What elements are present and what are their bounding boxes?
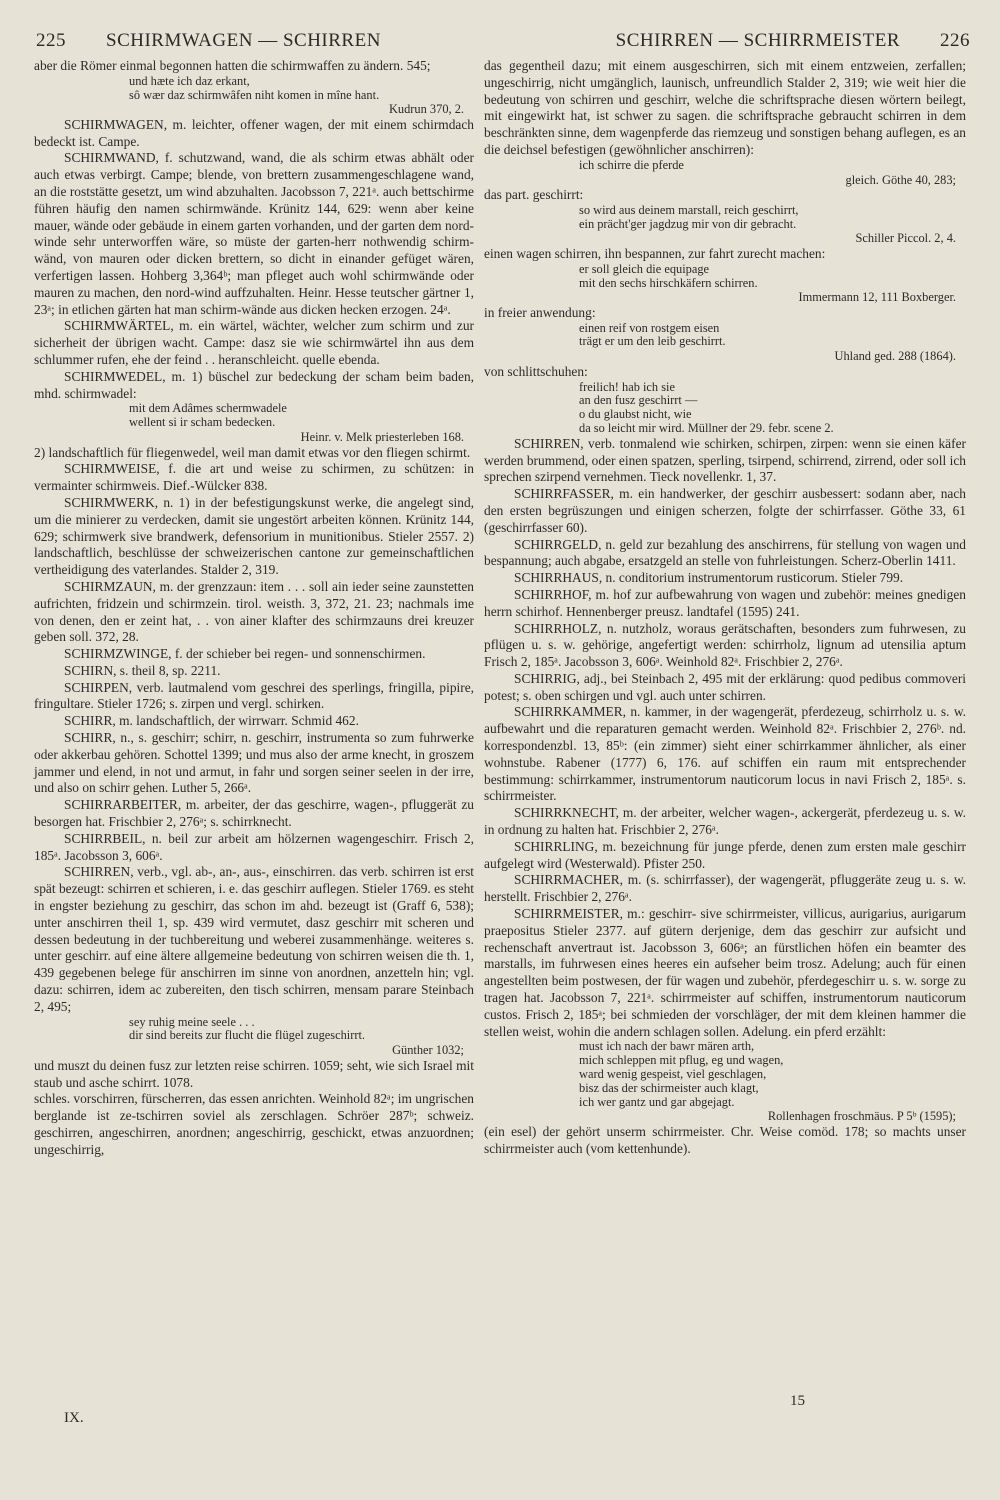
dictionary-entry: SCHIRRHAUS, n. conditorium instrumentorum rusticorum. Stieler 799. [514,570,904,586]
quotation-line: mit dem Adâmes schermwadele [129,401,287,416]
dictionary-entry: SCHIRRARBEITER, m. arbeiter, der das geschirre, wagen-, pfluggerät zu besorgen hat. Frischbier 2, 276ᵃ; s. schirrknecht. [34,797,474,830]
dictionary-entry: SCHIRMZWINGE, f. der schieber bei regen- und sonnenschirmen. [64,646,426,662]
quotation-line: ich schirre die pferde [579,157,684,172]
quotation-line: da so leicht mir wird. Müllner der 29. febr. scene 2. [579,420,834,435]
dictionary-entry: SCHIRPEN, verb. lautmalend vom geschrei des sperlings, fringilla, pipire, fringultare. Stieler 1726; s. zirpen und vergl. schirken. [34,679,474,712]
dictionary-entry: SCHIRN, s. theil 8, sp. 2211. [64,662,221,678]
quotation-line: ward wenig gespeist, viel geschlagen, [579,1067,767,1082]
citation: gleich. Göthe 40, 283; [845,172,956,187]
quotation-line: sô wær daz schirmwâfen niht komen in mîne hant. [129,87,380,102]
quotation-line: trägt er um den leib geschirrt. [579,334,726,349]
dictionary-entry: SCHIRMWEDEL, m. 1) büschel zur bedeckung der scham beim baden, mhd. schirmwadel: [34,368,474,401]
quotation-line: sey ruhig meine seele . . . [129,1014,255,1029]
dictionary-entry: SCHIRR, n., s. geschirr; schirr, n. geschirr, instrumenta so zum fuhrwerke oder akkerbau gehören. Schottel 1399; und mus also der arme knecht, in groszem jammer und elend, in not und armut, in fahr und sorgen seiner seelen in der irre, und also on schirr gehen. Luther 5, 266ᵃ. [34,730,474,796]
citation: Uhland ged. 288 (1864). [834,349,956,364]
dictionary-entry: SCHIRRIG, adj., bei Steinbach 2, 495 mit der erklärung: quod pedibus commoveri potest; s. oben schirgen und vgl. auch unter schirren. [484,670,966,703]
dictionary-entry: SCHIRRMACHER, m. (s. schirrfasser), der wagengerät, pfluggeräte zeug u. s. w. herstellt. Frischbier 2, 276ᵃ. [484,872,966,905]
right-running-title: SCHIRREN — SCHIRRMEISTER [615,30,900,51]
quotation-line: ein prächt'ger jagdzug mir von dir gebracht. [579,216,797,231]
dictionary-entry: SCHIRMZAUN, m. der grenzzaun: item . . . soll ain ieder seine zaunstetten aufrichten, fridzein und schirmzein. tirol. weisth. 3, 372, 21. 23; nachmals ime von denen, den er zeint hat, . . von ainer klafter des schirmzauns drei kreuzer geben soll. 372, 28. [34,578,474,645]
dictionary-entry: SCHIRMWEISE, f. die art und weise zu schirmen, zu schützen: in vermainter schirmweis. Dief.-Wülcker 838. [34,461,474,494]
dictionary-entry: SCHIRMWÄRTEL, m. ein wärtel, wächter, welcher zum schirm und zur sicherheit der übrigen wacht. Campe: dasz sie wie schirmwärtel ihn aus dem schlummer rufen, ehe der feind . . heranschleicht. quelle ebenda. [34,318,474,368]
quotation-line: einen reif von rostgem eisen [579,320,720,335]
quotation-line: mich schleppen mit pflug, eg und wagen, [579,1053,784,1068]
text-paragraph: das gegentheil dazu; mit einem ausgeschirren, sich mit einem entzweien, zerfallen; ungeschirrig, nicht umgänglich, launisch, unfreundlich Stalder 2, 319; wie weit hier die bedeutung von schirren und geschirr, welche die schriftsprache diesen wörtern beilegt, mit eingewirkt hat, ist schwer zu sagen. die schriftsprache gebraucht schirren in dem beschränkten sinne, dem wagenpferde das riemzeug und sonstigen behang auflegen, es an die deichsel befestigen (gewöhnlicher anschirren): [484,58,966,157]
citation: Immermann 12, 111 Boxberger. [798,290,956,305]
left-running-title: SCHIRMWAGEN — SCHIRREN [106,30,381,51]
quotation-line: freilich! hab ich sie [579,379,675,394]
citation: Kudrun 370, 2. [388,102,464,117]
quotation-line: dir sind bereits zur flucht die flügel zugeschirrt. [129,1028,366,1043]
dictionary-entry: SCHIRRHOF, m. hof zur aufbewahrung von wagen und zubehör: meines gnedigen herrn schirhof. Hennenberger preusz. landtafel (1595) 241. [484,586,966,619]
citation: Günther 1032; [392,1043,464,1058]
quotation-line: an den fusz geschirrt — [579,393,698,408]
text-paragraph: und muszt du deinen fusz zur letzten reise schirren. 1059; seht, wie sich Israel mit staub und asche schirrt. 1078. [34,1057,474,1090]
quotation-line: must ich nach der bawr mären arth, [579,1039,755,1054]
quotation-line: o du glaubst nicht, wie [579,407,692,422]
text-paragraph: von schlittschuhen: [484,363,588,379]
dictionary-entry: SCHIRRMEISTER, m.: geschirr- sive schirrmeister, villicus, aurigarius, aurigarum praepositus Stieler 2377. auf gütern derjenige, dem das geschirr zur aufsicht und rechenschaft anvertraut ist. Jacobsson 3, 606ᵃ; an fürstlichen höfen ein beamter des marstalls, im fuhrwesen eines heeres ein aufseher beim trosz. Adelung; auch für einen angestellten beim postwesen, der für wagen und zubehör, pferdegeschirr u. s. w. sorge zu tragen hat. Jacobsson 7, 221ᵃ. schirrmeister auf schiffen, instrumentorum nauticorum custos. Frisch 2, 185ᵃ; bei schmieden der vorschläger, der mit dem kleinen hammer die stellen weist, wohin die andern schlagen sollen. Adelung. ein pferd erzählt: [484,906,966,1039]
left-page-number: 225 [36,30,66,51]
text-paragraph: 2) landschaftlich für fliegenwedel, weil man damit etwas vor den fliegen schirmt. [34,444,471,460]
dictionary-entry: SCHIRRKAMMER, n. kammer, in der wagengerät, pferdezeug, schirrholz u. s. w. aufbewahrt und die reparaturen gemacht werden. Weinhold 82ᵃ. Frischbier 2, 276ᵇ. nd. korrespondenzbl. 13, 85ᵇ: (ein zimmer) sieht einer schirrkammer ähnlicher, als einer wohnstube. Rabener (1777) 6, 176. auf schiffen ein raum mit entsprechender bestimmung: schirrkammer, instrumentorum nauticorum locus in navi Frisch 2, 185ᵃ. s. schirrmeister. [484,704,966,804]
right-page-number: 226 [940,30,970,51]
text-paragraph: in freier anwendung: [484,304,596,320]
dictionary-entry: SCHIRR, m. landschaftlich, der wirrwarr. Schmid 462. [64,713,359,729]
quotation-line: ich wer gantz und gar abgejagt. [579,1094,735,1109]
dictionary-entry: SCHIRRGELD, n. geld zur bezahlung des anschirrens, für stellung von wagen und bespannung; auch abgabe, ersatzgeld an stelle von fuhrleistungen. Scherz-Oberlin 1411. [484,536,966,569]
text-paragraph: (ein esel) der gehört unserm schirrmeister. Chr. Weise comöd. 178; so machts unser schirrmeister auch (vom kettenhunde). [484,1123,966,1156]
dictionary-entry: SCHIRRBEIL, n. beil zur arbeit am hölzernen wagengeschirr. Frisch 2, 185ᵃ. Jacobsson 3, 606ᵃ. [34,830,474,863]
dictionary-entry: SCHIRRLING, m. bezeichnung für junge pferde, denen zum ersten male geschirr aufgelegt wird (Westerwald). Pfister 250. [484,838,966,871]
right-page-header [530,30,970,56]
signature-mark: IX. [64,1410,84,1426]
dictionary-entry: SCHIRRKNECHT, m. der arbeiter, welcher wagen-, ackergerät, pferdezeug u. s. w. in ordnung zu halten hat. Frischbier 2, 276ᵃ. [484,805,966,838]
gathering-number: 15 [790,1393,805,1409]
citation: Rollenhagen froschmäus. P 5ᵇ (1595); [767,1109,956,1124]
left-page-header [36,30,476,56]
dictionary-entry: SCHIRMWAND, f. schutzwand, wand, die als schirm etwas abhält oder auch etwas verbirgt. Campe; blende, von brettern zusammengeschlagene wand, an die roststätte gesetzt, um wind abzuhalten. Jacobsson 7, 221ᵃ. auch bettschirme führen häufig den namen schirmwände. Krünitz 144, 629: wenn aber keine mauer, wände oder gebäude in einem garten vorhanden, und der garten dem nord-winde sehr unterworffen wäre, so müste der garten-herr nothwendig schirm-wänd, von mauren oder dicken brettern, so dicht in einander gefüget wären, verfertigen lassen. Hohberg 3,364ᵇ; man pfleget auch wohl schirmwände oder mauren zu machen, den nord-wind auffzuhalten. Heinr. Hesse teutscher gärtner 1, 23ᵃ; in etlichen gärten hat man schirm-wände aus dicken hecken erzogen. 24ᵃ. [34,150,474,317]
text-paragraph: das part. geschirrt: [484,187,584,203]
dictionary-entry: SCHIRMWAGEN, m. leichter, offener wagen, der mit einem schirmdach bedeckt ist. Campe. [34,116,474,149]
quotation-line: und hæte ich daz erkant, [129,73,250,88]
quotation-line: so wird aus deinem marstall, reich geschirrt, [579,202,799,217]
quotation-line: wellent si ir scham bedecken. [129,415,276,430]
quotation-line: er soll gleich die equipage [579,261,710,276]
text-paragraph: einen wagen schirren, ihn bespannen, zur fahrt zurecht machen: [484,245,826,261]
citation: Schiller Piccol. 2, 4. [855,231,956,246]
text-paragraph: aber die Römer einmal begonnen hatten die schirmwaffen zu ändern. 545; [34,58,431,73]
dictionary-entry: SCHIRMWERK, n. 1) in der befestigungskunst werke, die angelegt sind, um die minierer zu verdecken, damit sie ungestört arbeiten können. Krünitz 144, 629; schirmwerk sive brandwerk, defensorium in munitionibus. Stieler 2557. 2) landschaftlich, beschlüsse der schweizerischen cantone zur gemeinschaftlichen vertheidigung des vaterlandes. Stalder 2, 319. [34,494,474,578]
quotation-line: bisz das der schirmeister auch klagt, [579,1080,759,1095]
dictionary-entry: SCHIRREN, verb., vgl. ab-, an-, aus-, einschirren. das verb. schirren ist erst spät bezeugt: schirren et schieren, i. e. das geschirr auflegen. Stieler 1769. es steht in engster beziehung zu geschirr, das schon im ahd. bezeugt ist (Graff 6, 538); unter anschirren theil 1, sp. 439 wird vermutet, dasz geschirr mit scheren und dessen bedeutung in der tuchbereitung und weberei zusammenhänge. weiteres s. unter geschirr. auf eine ältere allgemeine bedeutung von schirren weisen die th. 1, 439 gegebenen belege für anschirren im sinne von anordnen, anzetteln hin; vgl. dazu: schirren, idem ac zubereiten, den tisch schirren, mensam parare Steinbach 2, 495; [34,864,474,1014]
dictionary-entry: SCHIRRHOLZ, n. nutzholz, woraus gerätschaften, besonders zum fuhrwesen, zu pflügen u. s. w. gehörige, angefertigt werden: schirrholz, lignum ad utensilia aptum Frisch 2, 185ᵃ. Jacobsson 3, 606ᵃ. Weinhold 82ᵃ. Frischbier 2, 276ᵃ. [484,620,966,670]
dictionary-entry: SCHIRRFASSER, m. ein handwerker, der geschirr ausbessert: sodann aber, nach den ersten begrüszungen und einigen scherzen, folgte der schirrfasser. Göthe 33, 61 (geschirrfasser 60). [484,486,966,535]
right-column [484,58,966,1158]
citation: Heinr. v. Melk priesterleben 168. [300,430,464,445]
text-paragraph: schles. vorschirren, fürscherren, das essen anrichten. Weinhold 82ᵃ; im ungrischen berglande ist ze-tschirren soviel als zerschlagen. Schröer 287ᵇ; schweiz. geschirren, angeschirren, anordnen; angeschirrig, geschickt, etwas anzuordnen; ungeschirrig, [34,1091,475,1157]
dictionary-entry: SCHIRREN, verb. tonmalend wie schirken, schirpen, zirpen: wenn sie einen käfer werden brummend, oder einen spatzen, sperling, tsirpend, schirrend, zirrend, oder soll ich sprechen szirpend vernehmen. Tieck novellenkr. 1, 37. [484,435,966,485]
left-column [34,58,474,1159]
quotation-line: mit den sechs hirschkäfern schirren. [579,275,758,290]
